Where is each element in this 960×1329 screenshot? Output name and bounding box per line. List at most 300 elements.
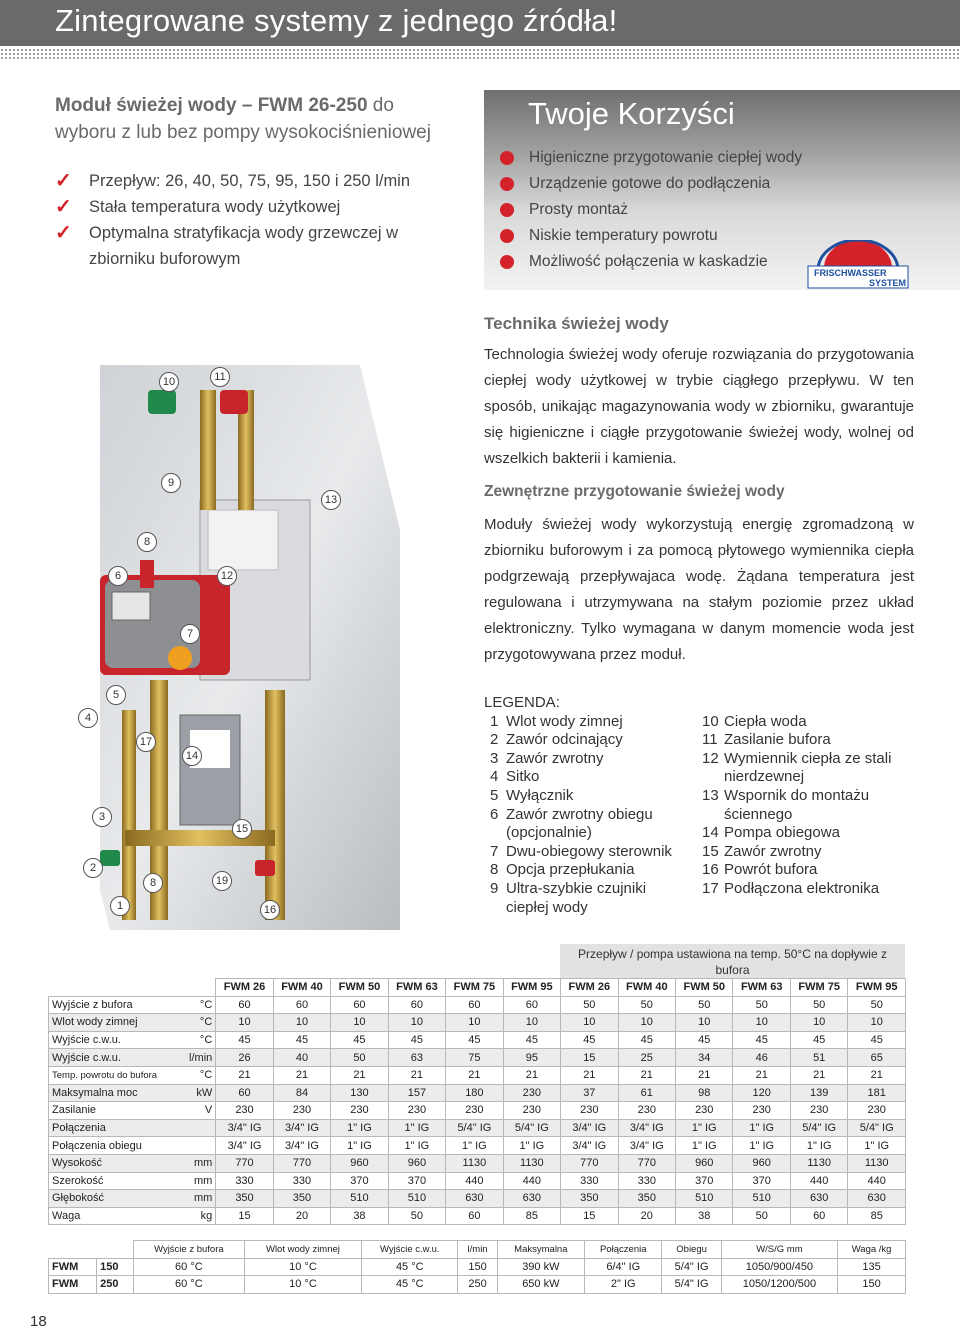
callout-13: 13 — [321, 490, 341, 510]
table-cell: 1" IG — [503, 1137, 560, 1155]
table-cell: 25 — [618, 1049, 675, 1067]
table-cell: 630 — [446, 1190, 503, 1208]
table-cell: 3/4" IG — [561, 1119, 618, 1137]
row-unit: V — [181, 1102, 216, 1120]
table-cell: 1" IG — [331, 1119, 388, 1137]
table-cell: 21 — [273, 1066, 330, 1084]
table-cell: 21 — [790, 1066, 847, 1084]
table-cell: 250 — [458, 1276, 497, 1294]
legend-item: 11 Zasilanie bufora — [702, 731, 831, 749]
table-row — [49, 1066, 906, 1084]
table-cell: 50 — [618, 996, 675, 1014]
spec-header-cell: FWM 75 — [446, 979, 503, 997]
frischwasser-logo — [806, 240, 910, 290]
table-cell: 5/4" IG — [662, 1258, 721, 1276]
table-cell: 60 — [790, 1207, 847, 1225]
table-cell: 15 — [561, 1049, 618, 1067]
table-cell: 630 — [848, 1190, 906, 1208]
summary-header-cell: Wlot wody zimnej — [244, 1241, 361, 1259]
page-title: Zintegrowane systemy z jednego źródła! — [55, 3, 618, 38]
table-cell: 26 — [216, 1049, 273, 1067]
table-cell: 21 — [676, 1066, 733, 1084]
legend-item: 9 Ultra-szybkie czujniki — [490, 879, 647, 897]
table-row — [49, 1049, 906, 1067]
table-cell: 1050/1200/500 — [721, 1276, 837, 1294]
table-cell: 330 — [618, 1172, 675, 1190]
table-cell: 10 — [273, 1014, 330, 1032]
table-cell: 230 — [216, 1102, 273, 1120]
table-cell: 1" IG — [388, 1119, 445, 1137]
product-photo — [40, 330, 435, 940]
table-cell: 960 — [676, 1154, 733, 1172]
table-cell: 770 — [618, 1154, 675, 1172]
table-cell: 45 — [676, 1031, 733, 1049]
table-cell: 45 — [216, 1031, 273, 1049]
legend-item: 8 Opcja przepłukania — [490, 861, 635, 879]
table-cell: 630 — [790, 1190, 847, 1208]
table-cell: 2" IG — [585, 1276, 662, 1294]
table-cell: 350 — [561, 1190, 618, 1208]
callout-14: 14 — [182, 746, 202, 766]
callout-4: 4 — [78, 708, 98, 728]
table-cell: 3/4" IG — [273, 1137, 330, 1155]
table-cell: 21 — [503, 1066, 560, 1084]
legend-item: (opcjonalnie) — [506, 824, 592, 842]
summary-header-cell: Maksymalna — [497, 1241, 584, 1259]
legend-right-column — [702, 713, 942, 899]
table-cell: 1130 — [790, 1154, 847, 1172]
row-unit: mm — [181, 1172, 216, 1190]
row-unit — [181, 1119, 216, 1137]
row-label: Maksymalna moc — [49, 1084, 181, 1102]
spec-header-cell: FWM 75 — [790, 979, 847, 997]
legend-item: ciepłej wody — [506, 898, 588, 916]
table-cell: 230 — [273, 1102, 330, 1120]
dotted-divider — [0, 48, 960, 60]
bullet-icon — [500, 203, 514, 217]
table-cell: 510 — [388, 1190, 445, 1208]
table-cell: 139 — [790, 1084, 847, 1102]
table-cell: 10 — [388, 1014, 445, 1032]
table-cell: 1" IG — [733, 1137, 790, 1155]
table-cell: 50 — [676, 996, 733, 1014]
table-cell: 84 — [273, 1084, 330, 1102]
table-row — [49, 1154, 906, 1172]
row-label: Zasilanie — [49, 1102, 181, 1120]
table-cell: 960 — [733, 1154, 790, 1172]
table-cell: 370 — [388, 1172, 445, 1190]
row-unit: kg — [181, 1207, 216, 1225]
callout-17: 17 — [136, 732, 156, 752]
bullet-icon — [500, 151, 514, 165]
spec-header-cell: FWM 40 — [273, 979, 330, 997]
summary-size: 250 — [97, 1276, 134, 1294]
table-cell: 1" IG — [446, 1137, 503, 1155]
row-label: Wyjście c.w.u. — [49, 1049, 181, 1067]
legend-title: LEGENDA: — [484, 694, 560, 711]
legend-item: 12 Wymiennik ciepła ze stali — [702, 749, 892, 767]
table-cell: 60 — [273, 996, 330, 1014]
spec-header-cell: FWM 63 — [733, 979, 790, 997]
table-cell: 10 — [790, 1014, 847, 1032]
table-row — [49, 1258, 906, 1276]
table-cell: 230 — [676, 1102, 733, 1120]
feature-checklist — [55, 168, 455, 272]
table-cell: 50 — [388, 1207, 445, 1225]
table-cell: 15 — [561, 1207, 618, 1225]
table-cell: 3/4" IG — [561, 1137, 618, 1155]
table-cell: 65 — [848, 1049, 906, 1067]
module-title — [55, 92, 455, 146]
table-cell: 50 — [733, 996, 790, 1014]
summary-header-cell: Obiegu — [662, 1241, 721, 1259]
table-cell: 61 — [618, 1084, 675, 1102]
checkmark-icon: ✓ — [55, 196, 72, 218]
table-cell: 45 °C — [362, 1276, 458, 1294]
spec-header-cell: FWM 40 — [618, 979, 675, 997]
table-cell: 130 — [331, 1084, 388, 1102]
table-cell: 50 — [733, 1207, 790, 1225]
benefit-item: Możliwość połączenia w kaskadzie — [500, 249, 802, 275]
legend-item: 1 Wlot wody zimnej — [490, 712, 623, 730]
table-cell: 157 — [388, 1084, 445, 1102]
table-cell: 770 — [561, 1154, 618, 1172]
bullet-icon — [500, 177, 514, 191]
legend-item: 2 Zawór odcinający — [490, 731, 623, 749]
table-cell: 45 — [618, 1031, 675, 1049]
table-cell: 230 — [388, 1102, 445, 1120]
logo-text: FRISCHWASSER SYSTEM — [814, 268, 906, 288]
table-cell: 50 — [848, 996, 906, 1014]
checkmark-icon: ✓ — [55, 170, 72, 192]
table-cell: 230 — [503, 1084, 560, 1102]
callout-2: 2 — [83, 858, 103, 878]
summary-header-cell — [49, 1241, 97, 1259]
table-cell: 150 — [458, 1258, 497, 1276]
legend-item: 15 Zawór zwrotny — [702, 842, 822, 860]
spec-header-cell: FWM 26 — [216, 979, 273, 997]
check-item: ✓ Przepływ: 26, 40, 50, 75, 95, 150 i 250 l/min — [55, 170, 411, 192]
table-cell: 85 — [503, 1207, 560, 1225]
table-cell: 50 — [561, 996, 618, 1014]
callout-12: 12 — [217, 566, 237, 586]
table-cell: 45 — [848, 1031, 906, 1049]
table-cell: 3/4" IG — [216, 1137, 273, 1155]
table-cell: 21 — [848, 1066, 906, 1084]
row-unit: kW — [181, 1084, 216, 1102]
row-label: Waga — [49, 1207, 181, 1225]
table-cell: 37 — [561, 1084, 618, 1102]
table-cell: 21 — [331, 1066, 388, 1084]
benefit-item: Prosty montaż — [500, 197, 802, 223]
table-cell: 20 — [273, 1207, 330, 1225]
table-cell: 1" IG — [733, 1119, 790, 1137]
table-cell: 38 — [331, 1207, 388, 1225]
row-label: Szerokość — [49, 1172, 181, 1190]
summary-header-cell: Wyjście z bufora — [133, 1241, 244, 1259]
table-cell: 230 — [446, 1102, 503, 1120]
legend-item: 10 Ciepła woda — [702, 712, 807, 730]
summary-header-cell: Połączenia — [585, 1241, 662, 1259]
summary-table — [48, 1240, 906, 1294]
table-cell: 20 — [618, 1207, 675, 1225]
table-cell: 370 — [733, 1172, 790, 1190]
callout-6: 6 — [108, 566, 128, 586]
table-cell: 1130 — [446, 1154, 503, 1172]
table-cell: 60 — [446, 1207, 503, 1225]
table-cell: 135 — [838, 1258, 906, 1276]
benefits-panel — [484, 90, 960, 290]
table-cell: 51 — [790, 1049, 847, 1067]
table-row — [49, 1119, 906, 1137]
legend-item: 4 Sitko — [490, 768, 540, 786]
row-label: Wyjście z bufora — [49, 996, 181, 1014]
row-unit: °C — [181, 1014, 216, 1032]
fwm-module-illustration — [40, 330, 435, 940]
table-cell: 330 — [561, 1172, 618, 1190]
table-cell: 390 kW — [497, 1258, 584, 1276]
row-label: Wysokość — [49, 1154, 181, 1172]
table-cell: 5/4" IG — [848, 1119, 906, 1137]
table-cell: 6/4" IG — [585, 1258, 662, 1276]
table-cell: 3/4" IG — [618, 1137, 675, 1155]
table-cell: 5/4" IG — [446, 1119, 503, 1137]
table-cell: 60 °C — [133, 1258, 244, 1276]
table-row — [49, 1014, 906, 1032]
legend — [484, 694, 892, 916]
spec-header-cell: FWM 50 — [676, 979, 733, 997]
callout-5: 5 — [106, 685, 126, 705]
table-cell: 370 — [676, 1172, 733, 1190]
spec-header-cell: FWM 63 — [388, 979, 445, 997]
callout-10: 10 — [159, 372, 179, 392]
table-cell: 330 — [216, 1172, 273, 1190]
table-cell: 230 — [331, 1102, 388, 1120]
legend-item: 7 Dwu-obiegowy sterownik — [490, 842, 672, 860]
table-cell: 3/4" IG — [618, 1119, 675, 1137]
checkmark-icon: ✓ — [55, 222, 72, 244]
legend-left-column — [484, 713, 724, 918]
table-row — [49, 1102, 906, 1120]
table-cell: 1130 — [503, 1154, 560, 1172]
callout-7: 7 — [180, 624, 200, 644]
table-cell: 5/4" IG — [503, 1119, 560, 1137]
legend-item: 5 Wyłącznik — [490, 786, 574, 804]
row-unit: mm — [181, 1154, 216, 1172]
table-cell: 630 — [503, 1190, 560, 1208]
table-cell: 50 — [331, 1049, 388, 1067]
table-cell: 21 — [216, 1066, 273, 1084]
table-cell: 10 — [848, 1014, 906, 1032]
table-cell: 45 — [388, 1031, 445, 1049]
table-row — [49, 1207, 906, 1225]
page-number: 18 — [30, 1313, 47, 1329]
table-cell: 770 — [273, 1154, 330, 1172]
legend-item: ściennego — [724, 805, 793, 823]
table-cell: 10 °C — [244, 1276, 361, 1294]
row-unit: °C — [181, 1066, 216, 1084]
row-label: Wyjście c.w.u. — [49, 1031, 181, 1049]
row-label: Połączenia — [49, 1119, 181, 1137]
summary-model: FWM — [49, 1258, 97, 1276]
table-cell: 10 — [561, 1014, 618, 1032]
table-cell: 150 — [838, 1276, 906, 1294]
table-cell: 5/4" IG — [790, 1119, 847, 1137]
table-row — [49, 1276, 906, 1294]
table-cell: 230 — [618, 1102, 675, 1120]
callout-19: 19 — [212, 871, 232, 891]
table-cell: 230 — [503, 1102, 560, 1120]
table-cell: 350 — [618, 1190, 675, 1208]
table-cell: 45 — [790, 1031, 847, 1049]
table-row — [49, 1172, 906, 1190]
table-cell: 5/4" IG — [662, 1276, 721, 1294]
table-cell: 1" IG — [790, 1137, 847, 1155]
spec-header-cell: FWM 50 — [331, 979, 388, 997]
table-cell: 45 — [331, 1031, 388, 1049]
callout-11: 11 — [210, 367, 230, 387]
table-cell: 230 — [561, 1102, 618, 1120]
table-cell: 21 — [388, 1066, 445, 1084]
legend-item: 17 Podłączona elektronika — [702, 879, 880, 897]
table-cell: 350 — [273, 1190, 330, 1208]
table-cell: 10 — [733, 1014, 790, 1032]
table-cell: 230 — [733, 1102, 790, 1120]
legend-item: 3 Zawór zwrotny — [490, 749, 604, 767]
summary-header-cell: l/min — [458, 1241, 497, 1259]
callout-1: 1 — [110, 896, 130, 916]
row-label: Wlot wody zimnej — [49, 1014, 181, 1032]
callout-9: 9 — [161, 473, 181, 493]
benefit-item: Niskie temperatury powrotu — [500, 223, 802, 249]
table-cell: 98 — [676, 1084, 733, 1102]
flow-note: Przepływ / pompa ustawiona na temp. 50°C na dopływie z bufora — [560, 944, 905, 979]
check-item: ✓ Optymalna stratyfikacja wody grzewczej w zbiorniku buforowym — [55, 222, 399, 268]
table-cell: 34 — [676, 1049, 733, 1067]
table-cell: 960 — [388, 1154, 445, 1172]
table-cell: 45 — [733, 1031, 790, 1049]
bullet-icon — [500, 229, 514, 243]
table-cell: 510 — [676, 1190, 733, 1208]
module-title-rest: do wyboru z lub bez pompy wysokociśnieniowej — [55, 95, 431, 143]
summary-header-cell: Waga /kg — [838, 1241, 906, 1259]
table-cell: 1" IG — [331, 1137, 388, 1155]
table-cell: 75 — [446, 1049, 503, 1067]
table-cell: 45 — [446, 1031, 503, 1049]
callout-15: 15 — [232, 819, 252, 839]
table-cell: 1" IG — [848, 1137, 906, 1155]
benefit-list — [500, 145, 802, 275]
table-cell: 85 — [848, 1207, 906, 1225]
table-cell: 60 — [388, 996, 445, 1014]
table-cell: 60 — [216, 1084, 273, 1102]
summary-body — [49, 1258, 906, 1293]
row-unit: °C — [181, 1031, 216, 1049]
table-cell: 60 — [216, 996, 273, 1014]
row-unit: °C — [181, 996, 216, 1014]
legend-item: 14 Pompa obiegowa — [702, 824, 840, 842]
table-cell: 440 — [790, 1172, 847, 1190]
table-row — [49, 1190, 906, 1208]
spec-header-cell: FWM 95 — [503, 979, 560, 997]
table-cell: 181 — [848, 1084, 906, 1102]
spec-table — [48, 978, 906, 1225]
legend-item: 16 Powrót bufora — [702, 861, 818, 879]
bullet-icon — [500, 255, 514, 269]
table-cell: 10 — [676, 1014, 733, 1032]
table-cell: 960 — [331, 1154, 388, 1172]
page-header — [0, 0, 960, 46]
summary-header-cell: W/S/G mm — [721, 1241, 837, 1259]
table-cell: 1050/900/450 — [721, 1258, 837, 1276]
table-row — [49, 996, 906, 1014]
spec-header-row — [49, 979, 906, 997]
table-cell: 38 — [676, 1207, 733, 1225]
callout-8: 8 — [137, 532, 157, 552]
spec-header-blank — [49, 979, 216, 997]
row-unit: mm — [181, 1190, 216, 1208]
table-cell: 350 — [216, 1190, 273, 1208]
callout-8b: 8 — [143, 873, 163, 893]
table-cell: 1" IG — [676, 1119, 733, 1137]
external-heading: Zewnętrzne przygotowanie świeżej wody — [484, 483, 785, 500]
table-cell: 60 — [446, 996, 503, 1014]
table-cell: 15 — [216, 1207, 273, 1225]
row-label: Głębokość — [49, 1190, 181, 1208]
table-cell: 370 — [331, 1172, 388, 1190]
table-cell: 60 °C — [133, 1276, 244, 1294]
table-cell: 1130 — [848, 1154, 906, 1172]
table-cell: 770 — [216, 1154, 273, 1172]
table-row — [49, 1084, 906, 1102]
table-cell: 3/4" IG — [216, 1119, 273, 1137]
table-cell: 510 — [733, 1190, 790, 1208]
table-cell: 60 — [503, 996, 560, 1014]
table-cell: 440 — [503, 1172, 560, 1190]
row-unit — [181, 1137, 216, 1155]
benefit-item: Urządzenie gotowe do podłączenia — [500, 171, 802, 197]
benefit-item: Higieniczne przygotowanie ciepłej wody — [500, 145, 802, 171]
table-cell: 10 — [503, 1014, 560, 1032]
table-cell: 45 — [273, 1031, 330, 1049]
legend-item: 13 Wspornik do montażu — [702, 786, 870, 804]
table-cell: 120 — [733, 1084, 790, 1102]
benefits-title: Twoje Korzyści — [528, 96, 735, 131]
callout-16: 16 — [260, 900, 280, 920]
table-cell: 440 — [446, 1172, 503, 1190]
table-cell: 45 °C — [362, 1258, 458, 1276]
table-row — [49, 1031, 906, 1049]
table-cell: 230 — [790, 1102, 847, 1120]
table-cell: 21 — [733, 1066, 790, 1084]
summary-size: 150 — [97, 1258, 134, 1276]
callout-3: 3 — [92, 807, 112, 827]
table-cell: 3/4" IG — [273, 1119, 330, 1137]
row-label: Temp. powrotu do bufora — [49, 1066, 181, 1084]
table-cell: 10 °C — [244, 1258, 361, 1276]
table-cell: 510 — [331, 1190, 388, 1208]
table-cell: 46 — [733, 1049, 790, 1067]
legend-item: nierdzewnej — [724, 768, 805, 786]
table-cell: 40 — [273, 1049, 330, 1067]
table-cell: 1" IG — [388, 1137, 445, 1155]
table-cell: 60 — [331, 996, 388, 1014]
spec-header-cell: FWM 95 — [848, 979, 906, 997]
table-cell: 10 — [446, 1014, 503, 1032]
table-cell: 650 kW — [497, 1276, 584, 1294]
table-cell: 10 — [618, 1014, 675, 1032]
table-cell: 440 — [848, 1172, 906, 1190]
